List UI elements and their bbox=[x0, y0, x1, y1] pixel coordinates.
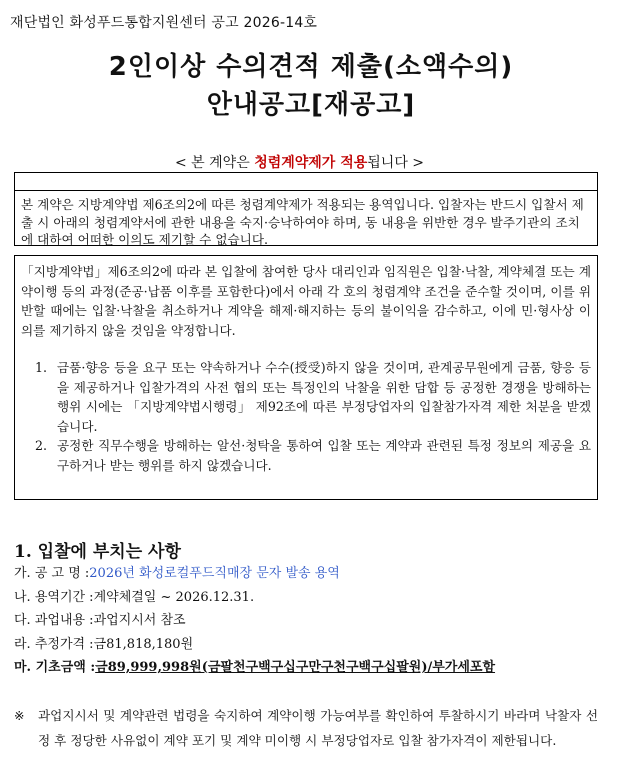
integrity-text: 본 계약은 지방계약법 제6조의2에 따른 청렴계약제가 적용되는 용역입니다. 입찰자는 반드시 입찰서 제출 시 아래의 청렴계약서에 관한 내용을 숙지·승낙하여야 하며, 동 내용을 위반한 경우 발주기관의 조치에 대하여 어떠한 이의도 제기할 수 없습니다. bbox=[21, 197, 584, 247]
detail-label: 다. 과업내용 : bbox=[14, 613, 94, 628]
pledge-item-number: 1. bbox=[35, 360, 48, 375]
pledge-item-text: 금품·향응 등을 요구 또는 약속하거나 수수(授受)하지 않을 것이며, 관계공무원에게 금품, 향응 등을 제공하거나 입찰가격의 사전 협의 또는 특정인의 낙찰을 위한 담합 등 공정한 경쟁을 방해하는 행위 시에는 「지방계약법시행령」 제92조에 따른 부정당업자의 입찰참가자격 제한 처분을 받겠습니다. bbox=[57, 360, 591, 434]
note-mark: ※ bbox=[14, 708, 25, 723]
detail-row-base-amount bbox=[14, 656, 495, 680]
pledge-list bbox=[21, 358, 591, 475]
notice-suffix: 됩니다 > bbox=[367, 155, 425, 171]
detail-row-scope bbox=[14, 609, 495, 633]
page-title-line2: 안내공고[재공고] bbox=[206, 90, 416, 120]
detail-row-estimate bbox=[14, 633, 495, 657]
detail-value: 2026년 화성로컬푸드직매장 문자 발송 용역 bbox=[89, 566, 340, 581]
detail-value: 계약체결일 ~ 2026.12.31. bbox=[93, 589, 255, 605]
detail-value: 금89,999,998원(금팔천구백구십구만구천구백구십팔원)/부가세포함 bbox=[95, 660, 496, 675]
note-text: 과업지시서 및 계약관련 법령을 숙지하여 계약이행 가능여부를 확인하여 투찰하시기 바라며 낙찰자 선정 후 정당한 사유없이 계약 포기 및 계약 미이행 시 부정당업자로 입찰 참가자격이 제한됩니다. bbox=[38, 708, 598, 748]
detail-label: 가. 공 고 명 : bbox=[14, 566, 90, 581]
integrity-contract-notice bbox=[171, 152, 428, 172]
pledge-item bbox=[21, 436, 591, 475]
detail-label: 마. 기초금액 : bbox=[14, 660, 96, 675]
page-title-line1: 2인이상 수의견적 제출(소액수의) bbox=[108, 52, 514, 82]
notice-highlight: 청렴계약제가 적용 bbox=[254, 155, 368, 171]
bid-details bbox=[14, 562, 495, 680]
detail-value: 금81,818,180원 bbox=[93, 636, 194, 652]
announcement-number: 재단법인 화성푸드통합지원센터 공고 2026-14호 bbox=[10, 15, 318, 31]
detail-value: 과업지시서 참조 bbox=[93, 613, 186, 628]
section-title: 1. 입찰에 부치는 사항 bbox=[14, 542, 181, 562]
pledge-item-text: 공정한 직무수행을 방해하는 알선·청탁을 통하여 입찰 또는 계약과 관련된 특정 정보의 제공을 요구하거나 받는 행위를 하지 않겠습니다. bbox=[57, 438, 591, 473]
notice-prefix: < 본 계약은 bbox=[175, 155, 250, 171]
pledge-item bbox=[21, 358, 591, 436]
footnote bbox=[14, 703, 598, 753]
pledge-item-number: 2. bbox=[35, 438, 48, 453]
detail-row-name bbox=[14, 562, 495, 586]
pledge-text: 「지방계약법」제6조의2에 따라 본 입찰에 참여한 당사 대리인과 임직원은 입찰·낙찰, 계약체결 또는 계약이행 등의 과정(준공·납품 이후를 포함한다)에서 아래 각 호의 청렴계약 조건을 준수할 것이며, 이를 위반할 때에는 입찰·낙찰을 취소하거나 계약을 해제·해지하는 등의 불이익을 감수하고, 이에 민·형사상 이의를 제기하지 않을 것임을 약정합니다. bbox=[21, 264, 591, 338]
integrity-pledge-box bbox=[14, 255, 598, 500]
detail-label: 나. 용역기간 : bbox=[14, 589, 94, 605]
detail-label: 라. 추정가격 : bbox=[14, 636, 94, 652]
integrity-box-divider bbox=[14, 190, 598, 191]
detail-row-period bbox=[14, 586, 495, 610]
integrity-notice-box bbox=[14, 172, 598, 246]
